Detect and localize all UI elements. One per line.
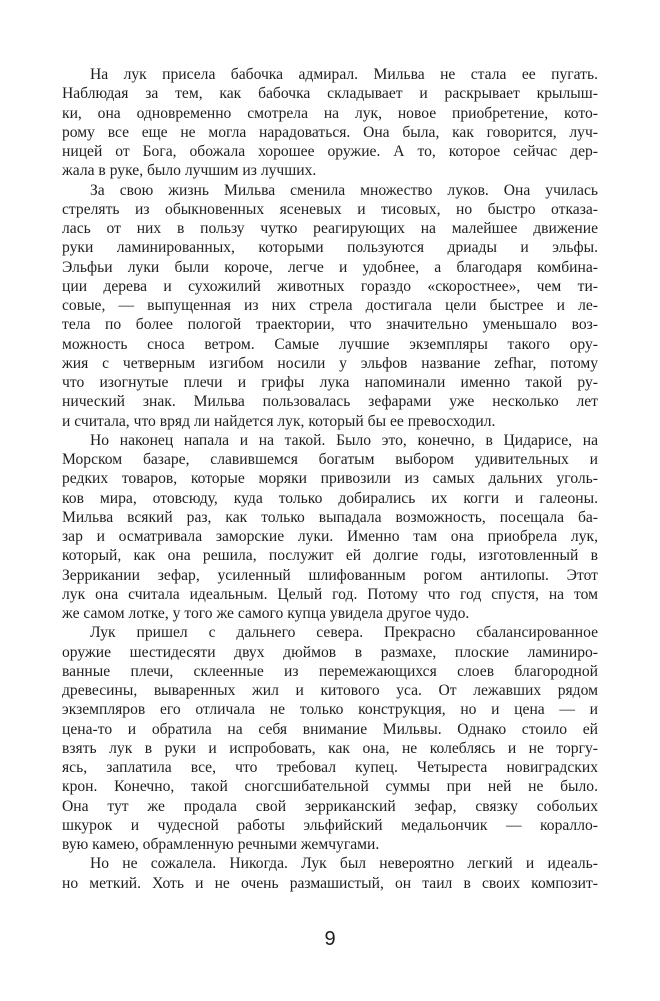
text-line: что изогнутые плечи и грифы лука напоминали именно такой ру-: [62, 374, 598, 391]
text-line: Зеррикании зефар, усиленный шлифованным рогом антилопы. Этот: [62, 566, 598, 584]
paragraph: [62, 854, 598, 893]
body-text: [62, 65, 598, 893]
text-line: древесины, вываренных жил и китового уса. От лежавших рядом: [62, 682, 598, 699]
text-line: лук она считала идеальным. Целый год. Потому что год спустя, на том: [62, 585, 598, 603]
paragraph: [62, 623, 598, 854]
text-line: Лук пришел с дальнего севера. Прекрасно сбалансированное: [90, 624, 598, 642]
text-line: тела по более пологой траектории, что значительно уменьшало воз-: [62, 316, 598, 334]
text-line: зар и осматривала заморские луки. Именно там она приобрела лук,: [62, 528, 598, 545]
paragraph: [62, 431, 598, 624]
text-line: ки, она одновременно смотрела на лук, новое приобретение, кото-: [62, 104, 598, 122]
paragraph: [62, 65, 598, 181]
text-line: руки ламинированных, которыми пользуются дриады и эльфы.: [62, 239, 598, 257]
text-line: оружие шестидесяти двух дюймов в размахе, плоские ламиниро-: [62, 643, 598, 661]
text-line: взять лук в руки и испробовать, как она, не колеблясь и не торгу-: [62, 739, 598, 757]
text-line: рому все еще не могла нарадоваться. Она была, как говорится, луч-: [62, 123, 598, 141]
text-line: ков мира, отовсюду, куда только добирались их когги и галеоны.: [62, 489, 598, 507]
text-line: вую камею, обрамленную речными жемчугами.: [62, 836, 380, 853]
text-line: ясь, заплатила все, что требовал купец. Четыреста новиградских: [62, 759, 598, 776]
text-line: но меткий. Хоть и не очень размашистый, он таил в своих композит-: [62, 874, 598, 892]
text-line: Наблюдая за тем, как бабочка складывает и раскрывает крылыш-: [62, 85, 598, 103]
text-line: экземпляров его отличала не только конструкция, но и цена — и: [62, 701, 598, 719]
text-line: и считала, что вряд ли найдется лук, который бы ее превосходил.: [62, 412, 496, 430]
text-line: жала в руке, было лучшим из лучших.: [62, 162, 317, 180]
text-line: редких товаров, которые моряки привозили из самых дальних уголь-: [62, 470, 598, 488]
page-number: 9: [324, 928, 336, 950]
text-line: На лук присела бабочка адмирал. Мильва не стала ее пугать.: [90, 66, 598, 83]
text-line: цена-то и обратила на себя внимание Мильвы. Однако стоило ей: [62, 720, 598, 738]
text-line: ции дерева и сухожилий животных гораздо «скоростнее», чем ти-: [62, 277, 598, 295]
text-line: нический знак. Мильва пользовалась зефарами уже несколько лет: [62, 393, 598, 411]
text-line: Эльфьи луки были короче, легче и удобнее, а благодаря комбина-: [62, 258, 598, 276]
text-line: ницей от Бога, обожала хорошее оружие. А то, которое сейчас дер-: [62, 143, 598, 160]
text-line: За свою жизнь Мильва сменила множество луков. Она училась: [90, 181, 598, 199]
text-line: можность сноса ветром. Самые лучшие экземпляры такого ору-: [62, 335, 598, 353]
text-line: Но не сожалела. Никогда. Лук был невероятно легкий и идеаль-: [90, 855, 598, 873]
text-line: Морском базаре, славившемся богатым выбором удивительных и: [62, 451, 598, 468]
text-line: Но наконец напала и на такой. Было это, конечно, в Цидарисе, на: [90, 431, 598, 449]
text-line: лась от них в пользу чутко реагирующих на малейшее движение: [62, 220, 598, 237]
text-line: жия с четверным изгибом носили у эльфов название zefhar, потому: [62, 354, 598, 372]
paragraph: [62, 181, 598, 431]
text-line: крон. Конечно, такой сногсшибательной суммы при ней не было.: [62, 778, 598, 796]
text-line: Она тут же продала свой зерриканский зефар, связку собольих: [62, 797, 598, 815]
text-line: который, как она решила, послужит ей долгие годы, изготовленный в: [62, 547, 598, 565]
text-line: же самом лотке, у того же самого купца увидела другое чудо.: [62, 605, 470, 622]
text-line: Мильва всякий раз, как только выпадала возможность, посещала ба-: [62, 508, 598, 526]
text-line: ванные плечи, склеенные из перемежающихся слоев благородной: [62, 662, 598, 680]
text-line: совые, — выпущенная из них стрела достигала цели быстрее и ле-: [62, 297, 598, 314]
text-line: стрелять из обыкновенных ясеневых и тисовых, но быстро отказа-: [62, 200, 598, 218]
text-line: шкурок и чудесной работы эльфийский медальончик — коралло-: [62, 816, 598, 834]
